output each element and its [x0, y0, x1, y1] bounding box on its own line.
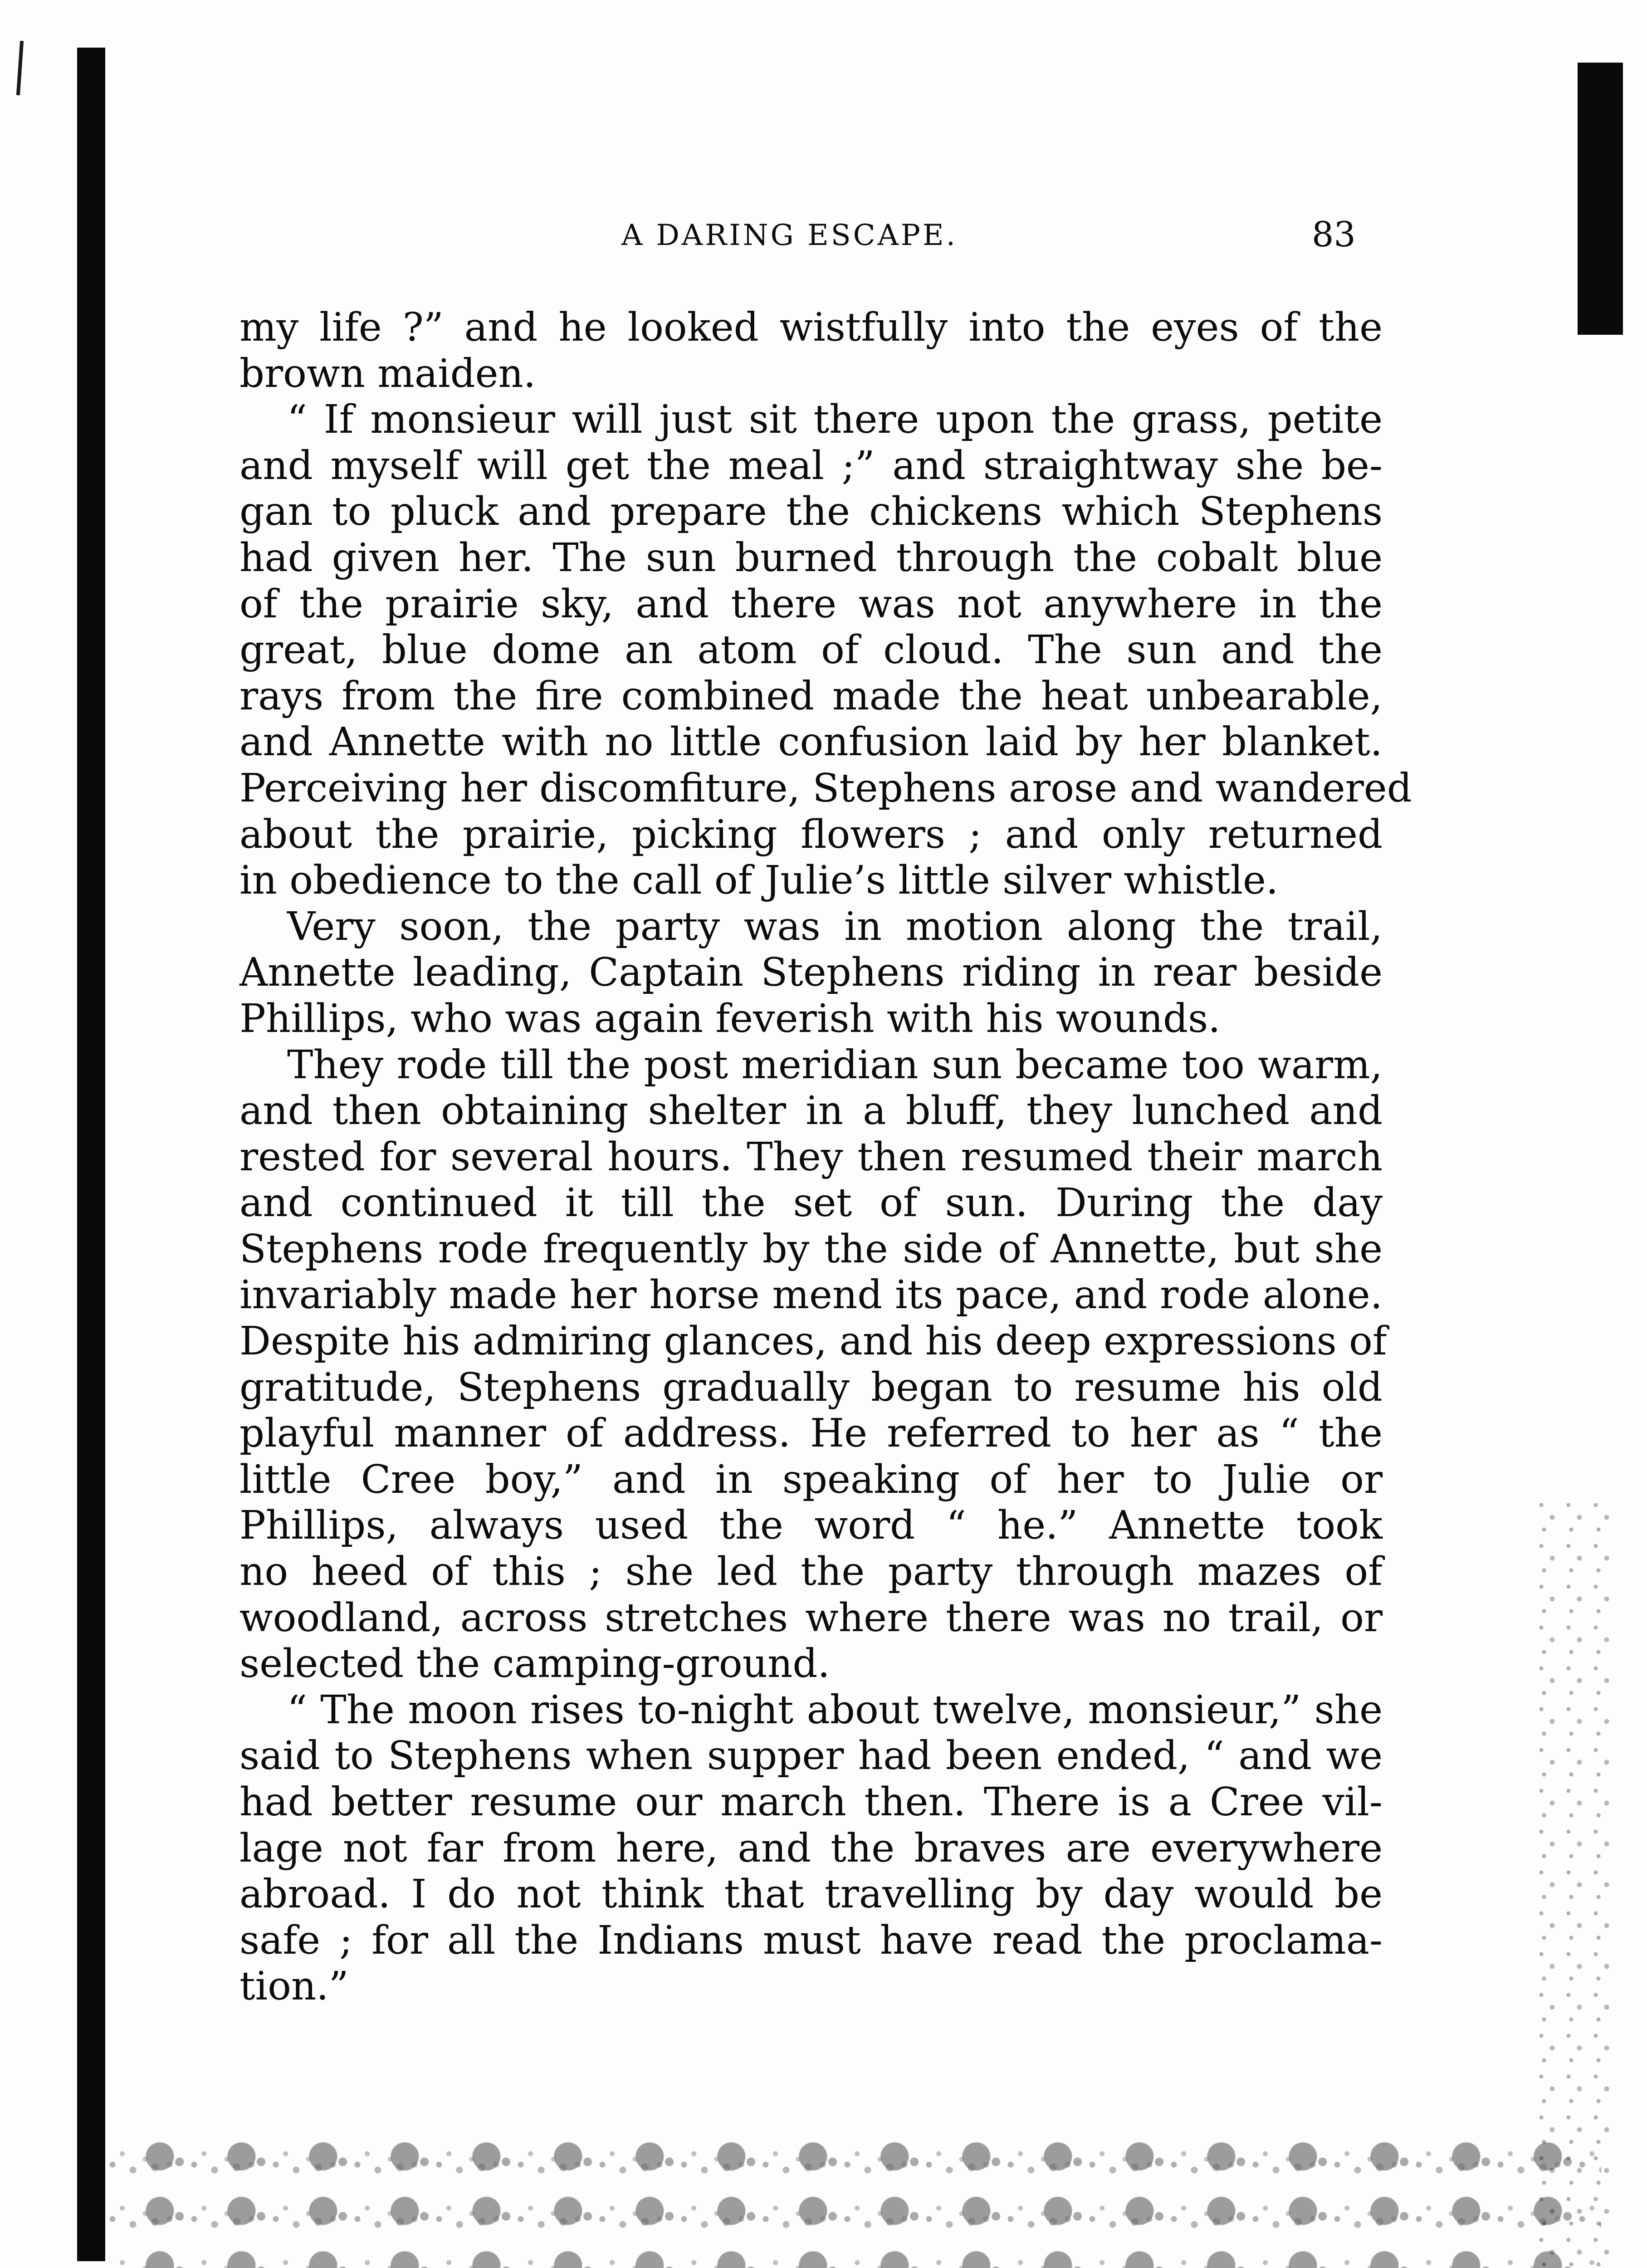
scan-noise-right	[1533, 1497, 1610, 2268]
text-line: lage not far from here, and the braves are everywhere	[239, 1825, 1383, 1871]
text-line: brown maiden.	[239, 351, 536, 396]
text-line: playful manner of address. He referred to her as “ the	[239, 1411, 1383, 1457]
text-line: Despite his admiring glances, and his deep expressions of	[239, 1319, 1387, 1364]
text-line: my life ?” and he looked wistfully into the eyes of the	[239, 305, 1383, 350]
text-line: no heed of this ; she led the party through mazes of	[239, 1549, 1383, 1595]
text-line: had given her. The sun burned through the cobalt blue	[239, 535, 1383, 581]
running-title: A DARING ESCAPE.	[621, 219, 958, 252]
text-line: abroad. I do not think that travelling by day would be	[239, 1872, 1383, 1917]
text-line: said to Stephens when supper had been ended, “ and we	[239, 1733, 1383, 1779]
text-line: and continued it till the set of sun. During the day	[239, 1180, 1383, 1226]
text-line: “ The moon rises to-night about twelve, monsieur,” she	[287, 1687, 1383, 1733]
text-line: Phillips, always used the word “ he.” Annette took	[239, 1503, 1383, 1549]
text-line: Very soon, the party was in motion along the trail,	[287, 904, 1383, 949]
text-line: rays from the fire combined made the heat unbearable,	[239, 673, 1383, 719]
text-line: and Annette with no little confusion laid by her blanket.	[239, 719, 1383, 765]
text-line: and myself will get the meal ;” and straightway she be-	[239, 443, 1383, 489]
text-line: woodland, across stretches where there was no trail, or	[239, 1595, 1383, 1641]
text-line: gratitude, Stephens gradually began to resume his old	[239, 1364, 1383, 1410]
text-line: invariably made her horse mend its pace, and rode alone.	[239, 1272, 1383, 1318]
text-line: safe ; for all the Indians must have read the proclama-	[239, 1917, 1383, 1963]
scan-gutter-shadow-right	[1578, 63, 1623, 335]
text-line: tion.”	[239, 1964, 349, 2009]
text-line: Perceiving her discomfiture, Stephens arose and wandered	[239, 765, 1412, 811]
text-line: Annette leading, Captain Stephens riding in rear beside	[239, 950, 1383, 996]
text-line: gan to pluck and prepare the chickens which Stephens	[239, 489, 1383, 535]
text-line: had better resume our march then. There is a Cree vil-	[239, 1779, 1383, 1825]
page-number: 83	[1312, 214, 1356, 254]
scan-gutter-shadow-left	[77, 48, 105, 2261]
scan-noise-bottom	[104, 2132, 1601, 2268]
text-line: of the prairie sky, and there was not anywhere in the	[239, 581, 1383, 627]
text-line: selected the camping-ground.	[239, 1641, 830, 1687]
text-line: in obedience to the call of Julie’s little silver whistle.	[239, 858, 1279, 904]
text-line: “ If monsieur will just sit there upon the grass, petite	[287, 397, 1383, 443]
scan-mark	[16, 41, 24, 95]
text-line: great, blue dome an atom of cloud. The sun and the	[239, 627, 1383, 673]
body-text	[239, 305, 1412, 2010]
text-line: about the prairie, picking flowers ; and only returned	[239, 811, 1383, 857]
text-line: Stephens rode frequently by the side of Annette, but she	[239, 1226, 1383, 1272]
text-line: little Cree boy,” and in speaking of her to Julie or	[239, 1457, 1383, 1502]
text-line: Phillips, who was again feverish with his wounds.	[239, 996, 1221, 1041]
text-line: and then obtaining shelter in a bluff, they lunched and	[239, 1088, 1383, 1134]
text-line: They rode till the post meridian sun became too warm,	[287, 1042, 1383, 1088]
text-line: rested for several hours. They then resumed their march	[239, 1134, 1383, 1180]
